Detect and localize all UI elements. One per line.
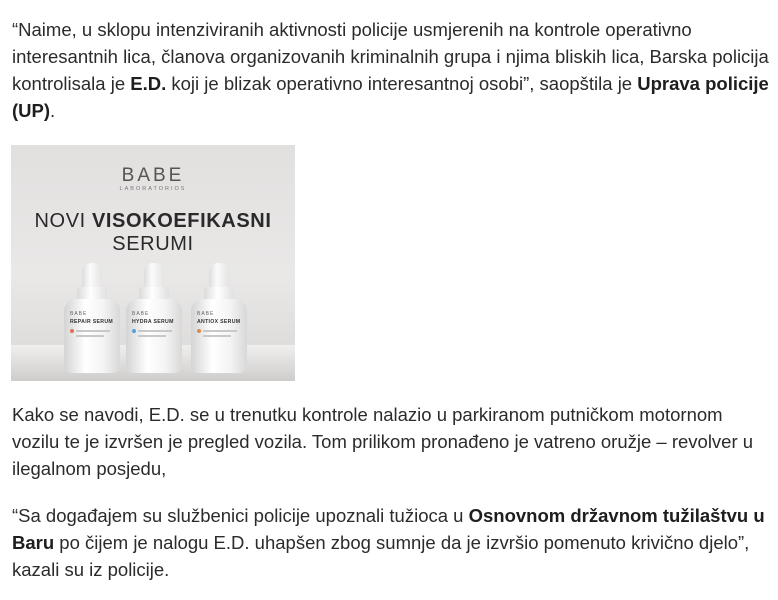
quote-text-cont: koji je blizak operativno interesantnoj osobi”, saopštila je <box>166 73 638 94</box>
bold-uprava-policije: Uprava policije (UP) <box>12 73 769 121</box>
bottle-brand: BABE <box>197 311 215 317</box>
ad-brand-logo: BABE <box>121 165 185 186</box>
ad-headline-bold: VISOKOEFIKASNI <box>91 210 272 232</box>
bottle-brand: BABE <box>70 311 88 317</box>
article-paragraph-3 <box>12 502 772 583</box>
bottle-brand: BABE <box>132 311 150 317</box>
article-paragraph-2: Kako se navodi, E.D. se u trenutku kontrole nalazio u parkiranom putničkom motornom vozilu te je izvršen je pregled vozila. Tom prilikom pronađeno je vatreno oružje – revolver u ilegalnom posjedu, <box>12 404 754 479</box>
quote-text-cont: po čijem je nalogu E.D. uhapšen zbog sumnje da je izvršio pomenuto krivično djelo”, kazali su iz policije. <box>12 532 750 580</box>
period: . <box>50 100 56 121</box>
ad-banner[interactable] <box>11 145 295 381</box>
bold-name-ed: E.D. <box>130 73 167 94</box>
quote-text: “Naime, u sklopu intenziviranih aktivnosti policije usmjerenih na kontrole operativno interesantnih lica, članova organizovanih kriminalnih grupa i njima bliskih lica, Barska policija kontrolisala je <box>12 19 769 94</box>
ad-headline-light: NOVI <box>34 210 92 232</box>
ad-brand-sub: LABORATORIOS <box>119 186 187 192</box>
ad-headline-line2: SERUMI <box>112 233 194 255</box>
quote-text: “Sa događajem su službenici policije upoznali tužioca u <box>12 505 469 526</box>
bottle-label: ANTIOX SERUM <box>197 319 241 325</box>
bottle-label: HYDRA SERUM <box>132 319 174 325</box>
article-paragraph-1 <box>12 16 772 124</box>
bold-tuzilastvo: Osnovnom državnom tužilaštvu u Baru <box>12 505 765 553</box>
bottle-label: REPAIR SERUM <box>70 319 113 325</box>
